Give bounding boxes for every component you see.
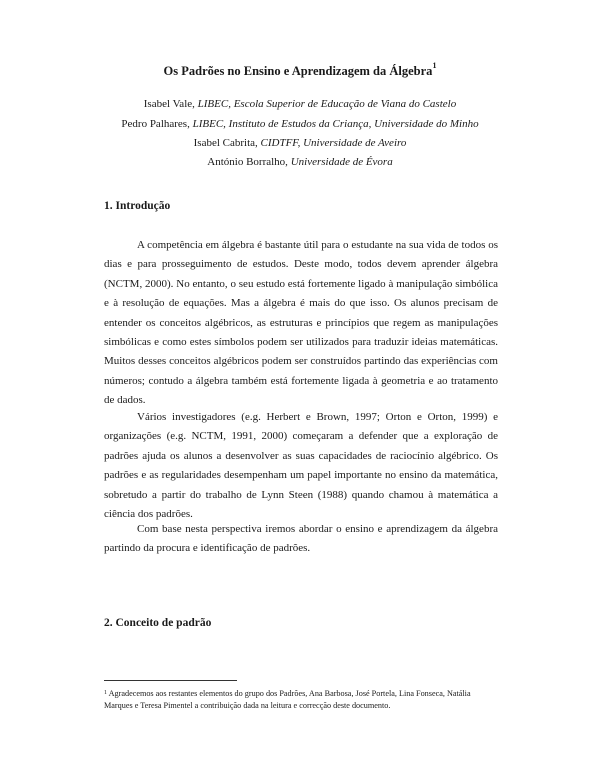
author-line: [0, 118, 600, 130]
section-heading-conceito-de-padrao: 2. Conceito de padrão: [104, 617, 212, 629]
paper-title-text: Os Padrões no Ensino e Aprendizagem da Álgebra: [163, 64, 433, 78]
author-line: [0, 137, 600, 149]
body-paragraph: A competência em álgebra é bastante útil para o estudante na sua vida de todos os dias e para prosseguimento de estudos. Deste modo, todos devem aprender álgebra (NCTM, 2000). No entanto, o seu estudo está fortemente ligado à manipulação simbólica e à resolução de equações. Mas a álgebra é mais do que isso. Os alunos precisam de entender os conceitos algébricos, as estruturas e princípios que regem as manipulações simbólicas e como estes símbolos podem ser utilizados para traduzir ideias matemáticas. Muitos desses conceitos algébricos podem ser construídos partindo das experiências com números; contudo a álgebra também está fortemente ligada à geometria e ao tratamento de dados.: [104, 239, 498, 407]
section-heading-introducao: 1. Introdução: [104, 200, 171, 212]
author-line: [0, 98, 600, 110]
author-line: [0, 156, 600, 168]
footnote-mark: 1: [104, 690, 107, 696]
author-affiliation: CIDTFF, Universidade de Aveiro: [260, 137, 407, 149]
author-name: Pedro Palhares,: [121, 118, 193, 130]
author-affiliation: LIBEC, Instituto de Estudos da Criança, Universidade do Minho: [192, 118, 479, 130]
body-paragraph: Vários investigadores (e.g. Herbert e Brown, 1997; Orton e Orton, 1999) e organizações (e.g. NCTM, 1991, 2000) começaram a defender que a exploração de padrões ajuda os alunos a desenvolver as suas capacidades de raciocínio algébrico. Os padrões e as regularidades desempenham um papel importante no ensino da matemática, sobretudo a partir do trabalho de Lynn Steen (1988) quando chamou à matemática a ciência dos padrões.: [104, 411, 498, 521]
author-name: Isabel Vale,: [143, 98, 198, 110]
author-affiliation: Universidade de Évora: [290, 156, 393, 168]
paper-title: [0, 61, 600, 79]
author-name: António Borralho,: [207, 156, 291, 168]
footnote-text: Agradecemos aos restantes elementos do grupo dos Padrões, Ana Barbosa, José Portela, Lina Fonseca, Natália Marques e Teresa Pimentel a contribuição dada na leitura e correcção deste documento.: [104, 689, 471, 710]
title-footnote-mark: 1: [432, 61, 437, 70]
footnote-divider: [104, 680, 237, 681]
author-affiliation: LIBEC, Escola Superior de Educação de Viana do Castelo: [197, 98, 457, 110]
body-paragraph: Com base nesta perspectiva iremos abordar o ensino e aprendizagem da álgebra partindo da procura e identificação de padrões.: [104, 523, 498, 555]
footnote: [104, 688, 500, 712]
author-name: Isabel Cabrita,: [193, 137, 261, 149]
